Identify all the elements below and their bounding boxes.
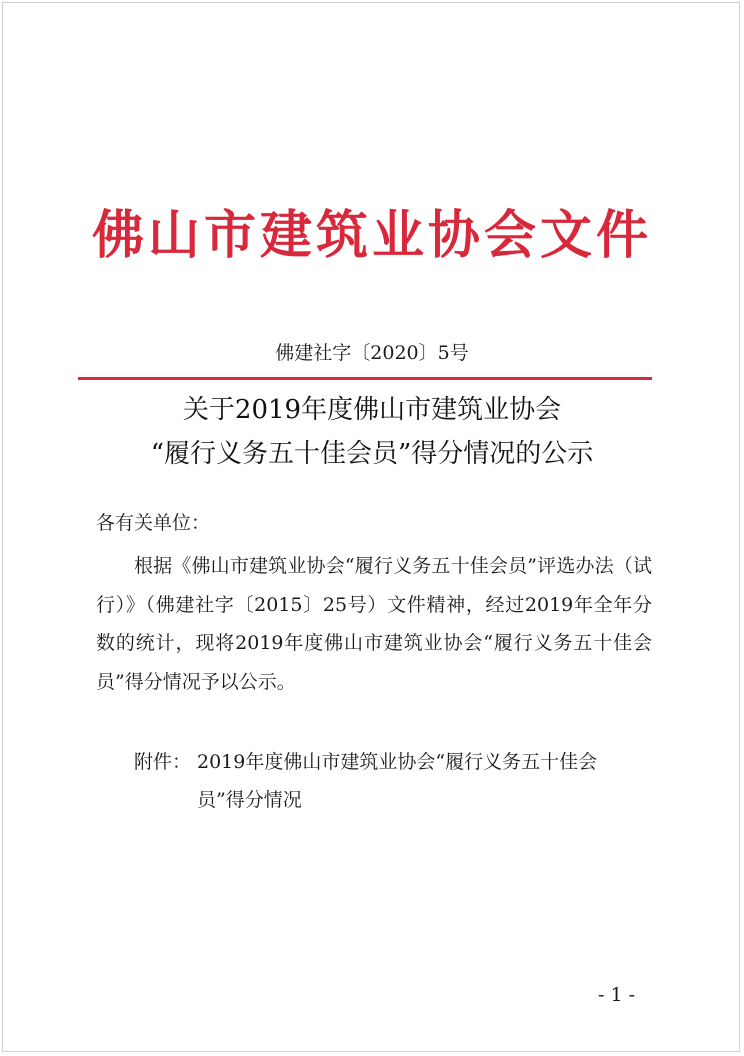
- doc-number: 佛建社字〔2020〕5号: [275, 342, 469, 364]
- title-line-1: 关于2019年度佛山市建筑业协会: [182, 395, 562, 425]
- org-header: 佛山市建筑业协会文件: [91, 206, 652, 266]
- salutation: 各有关单位：: [96, 512, 211, 534]
- title-line-2: “履行义务五十佳会员”得分情况的公示: [150, 439, 594, 469]
- body-paragraph: 根据《佛山市建筑业协会“履行义务五十佳会员”评选办法（试行）》（佛建社字〔2015〕25号）文件精神，经过2019年全年分数的统计，现将2019年度佛山市建筑业协会“履行义务五十佳会员”得分情况予以公示。: [96, 555, 652, 693]
- attachment-title: 2019年度佛山市建筑业协会“履行义务五十佳会员”得分情况: [197, 751, 598, 811]
- header-red-rule: [78, 377, 652, 380]
- page-number: - 1 -: [598, 984, 636, 1006]
- attachment-label: 附件：: [134, 751, 192, 773]
